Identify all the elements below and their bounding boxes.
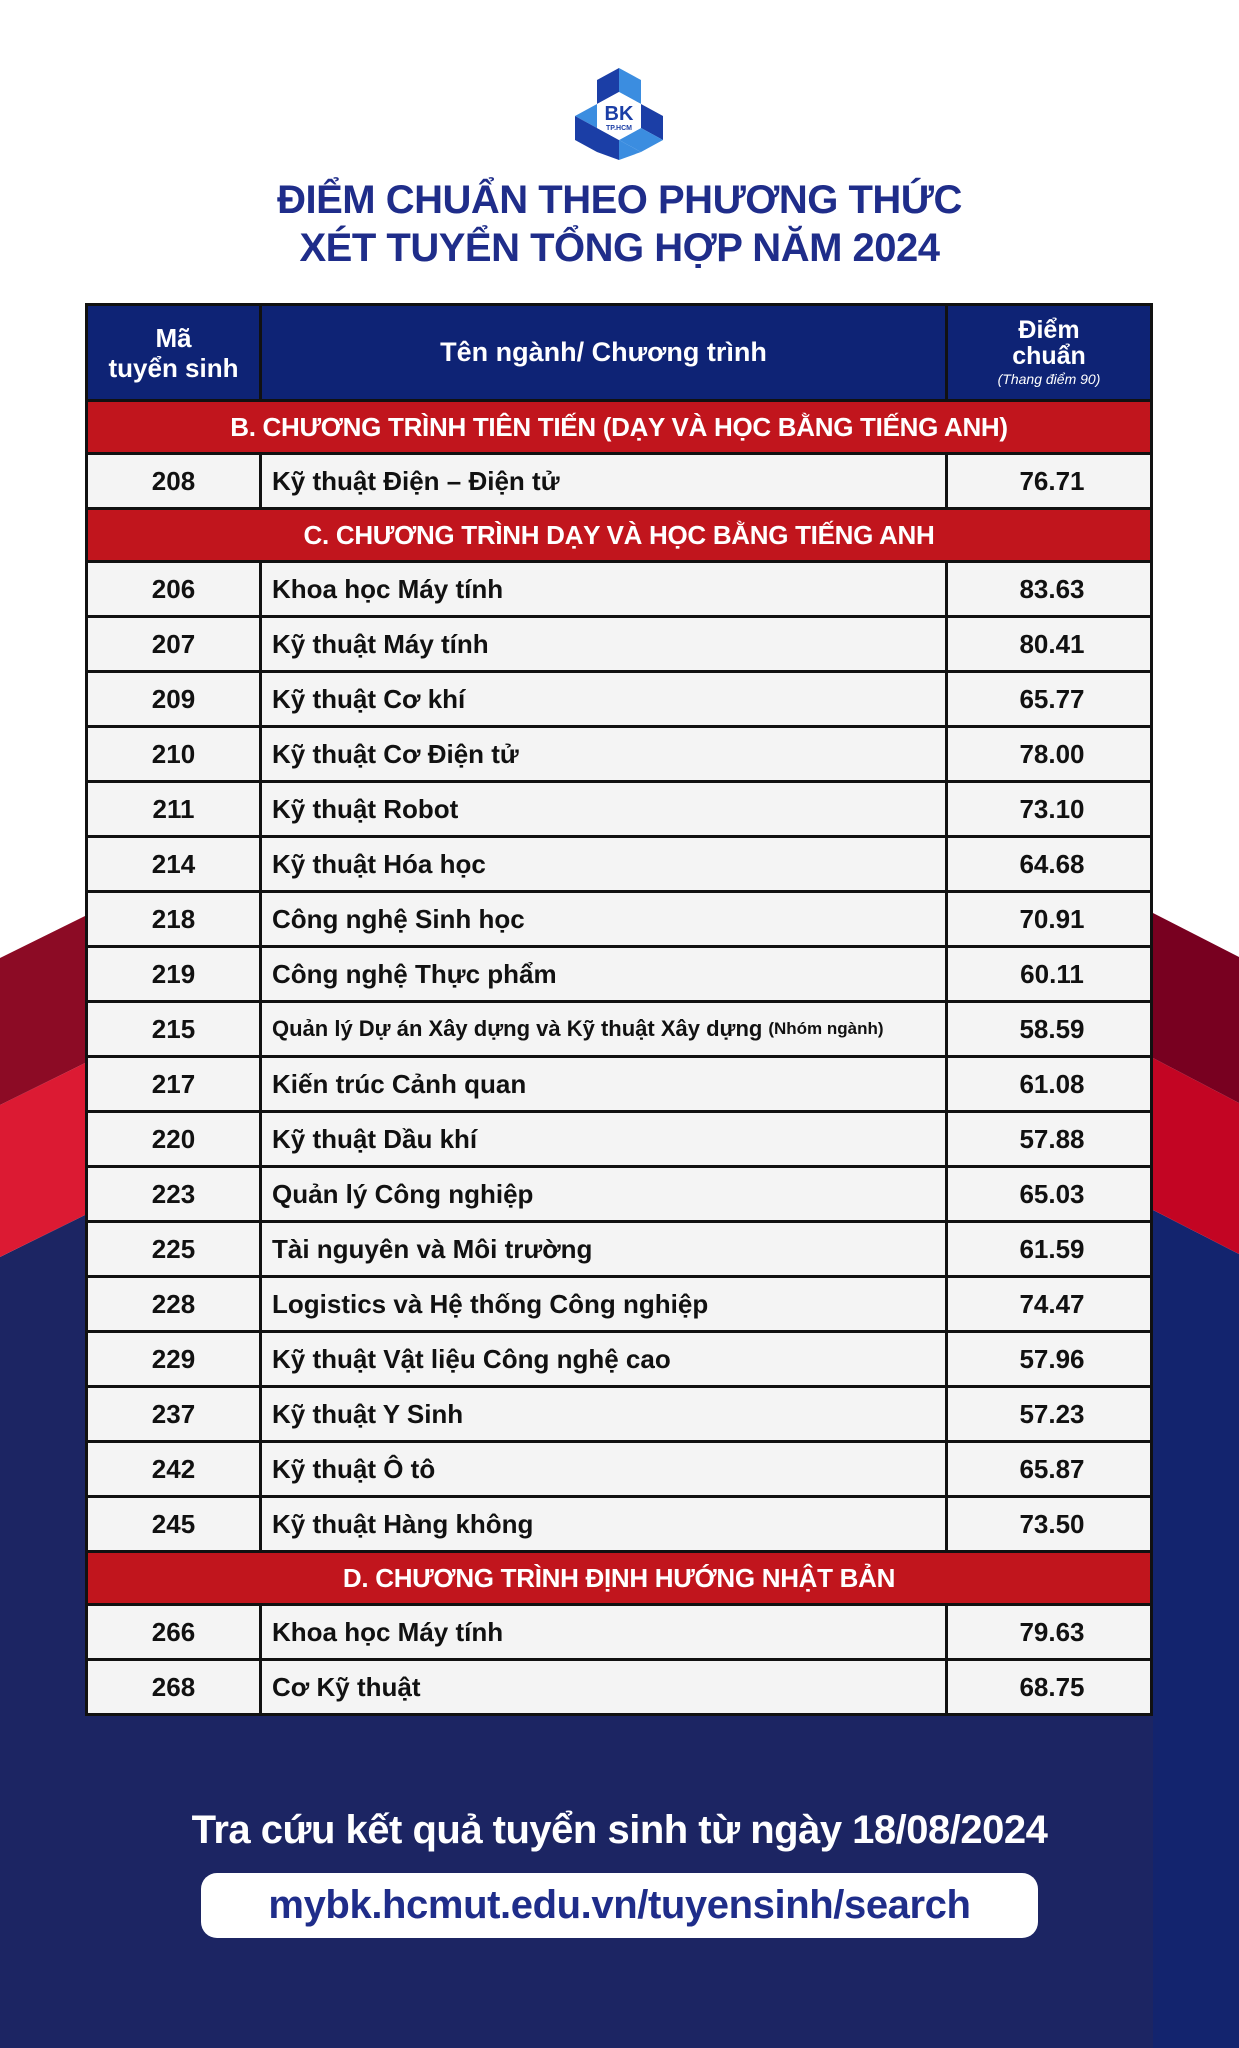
row-score: 80.41 [1019, 628, 1085, 659]
row-name: Kỹ thuật Điện – Điện tử [262, 455, 948, 507]
row-name: Kỹ thuật Vật liệu Công nghệ cao [262, 1333, 948, 1385]
row-code: 268 [88, 1661, 262, 1713]
row-score: 73.50 [1019, 1508, 1085, 1539]
row-name: Quản lý Công nghiệp [262, 1168, 948, 1220]
navy-stripe [0, 1215, 85, 2048]
row-code: 217 [88, 1058, 262, 1110]
row-score: 61.08 [1019, 1068, 1085, 1099]
row-score: 57.23 [1019, 1398, 1085, 1429]
header-name: Tên ngành/ Chương trình [262, 306, 948, 399]
row-score: 60.11 [1020, 958, 1084, 989]
row-code: 245 [88, 1498, 262, 1550]
table-row [88, 1275, 1150, 1330]
row-name: Cơ Kỹ thuật [262, 1661, 948, 1713]
header-code-line1: Mã [155, 322, 192, 353]
table-row [88, 1000, 1150, 1055]
table-row [88, 1165, 1150, 1220]
row-name: Kiến trúc Cảnh quan [262, 1058, 948, 1110]
row-name: Kỹ thuật Ô tô [262, 1443, 948, 1495]
table-row [88, 780, 1150, 835]
row-code: 207 [88, 618, 262, 670]
row-code: 228 [88, 1278, 262, 1330]
table-row [88, 1055, 1150, 1110]
row-code: 211 [88, 783, 262, 835]
row-score: 64.68 [1019, 848, 1085, 879]
row-score: 76.71 [1019, 465, 1085, 496]
table-row [88, 670, 1150, 725]
row-code: 210 [88, 728, 262, 780]
row-name: Kỹ thuật Dầu khí [262, 1113, 948, 1165]
table-row [88, 615, 1150, 670]
title-line-2: XÉT TUYỂN TỔNG HỢP NĂM 2024 [299, 226, 940, 270]
row-score: 74.47 [1019, 1288, 1085, 1319]
header-code-line2: tuyển sinh [108, 352, 239, 383]
row-name: Khoa học Máy tính [262, 1606, 948, 1658]
row-score: 68.75 [1019, 1671, 1085, 1702]
row-code: 206 [88, 563, 262, 615]
row-score: 65.03 [1019, 1178, 1085, 1209]
table-row [88, 1385, 1150, 1440]
row-score: 57.96 [1019, 1343, 1085, 1374]
row-code: 229 [88, 1333, 262, 1385]
header-score-line1: Điểm [1018, 315, 1080, 344]
row-score: 83.63 [1019, 573, 1085, 604]
row-name: Tài nguyên và Môi trường [262, 1223, 948, 1275]
row-name: Kỹ thuật Cơ khí [262, 673, 948, 725]
table-row [88, 945, 1150, 1000]
section-header-c: C. CHƯƠNG TRÌNH DẠY VÀ HỌC BẰNG TIẾNG ANH [88, 507, 1150, 560]
row-name: Công nghệ Thực phẩm [262, 948, 948, 1000]
row-score: 73.10 [1019, 793, 1085, 824]
section-header-b: B. CHƯƠNG TRÌNH TIÊN TIẾN (DẠY VÀ HỌC BẰNG TIẾNG ANH) [88, 399, 1150, 452]
row-score: 70.91 [1019, 903, 1085, 934]
header-score-line2: chuẩn [1012, 341, 1086, 370]
table-row [88, 1495, 1150, 1550]
section-header-d: D. CHƯƠNG TRÌNH ĐỊNH HƯỚNG NHẬT BẢN [88, 1550, 1150, 1603]
table-row [88, 725, 1150, 780]
table-row [88, 1330, 1150, 1385]
row-score: 58.59 [1019, 1013, 1085, 1044]
row-code: 218 [88, 893, 262, 945]
row-score: 57.88 [1019, 1123, 1085, 1154]
page-title [0, 176, 1239, 272]
row-name [262, 1003, 948, 1055]
row-score: 65.87 [1019, 1453, 1085, 1484]
row-score: 78.00 [1019, 738, 1085, 769]
row-name-text: Quản lý Dự án Xây dựng và Kỹ thuật Xây dựng [272, 1016, 763, 1041]
title-line-1: ĐIỂM CHUẨN THEO PHƯƠNG THỨC [277, 178, 962, 222]
table-row [88, 835, 1150, 890]
row-code: 242 [88, 1443, 262, 1495]
header-score-scale-note: (Thang điểm 90) [997, 370, 1101, 387]
table-row [88, 1440, 1150, 1495]
row-name: Kỹ thuật Cơ Điện tử [262, 728, 948, 780]
row-score: 61.59 [1019, 1233, 1085, 1264]
row-name: Kỹ thuật Y Sinh [262, 1388, 948, 1440]
row-name: Kỹ thuật Robot [262, 783, 948, 835]
table-row [88, 1658, 1150, 1713]
row-name: Kỹ thuật Hóa học [262, 838, 948, 890]
row-name: Công nghệ Sinh học [262, 893, 948, 945]
row-code: 237 [88, 1388, 262, 1440]
row-name: Kỹ thuật Hàng không [262, 1498, 948, 1550]
lookup-date-text: Tra cứu kết quả tuyển sinh từ ngày 18/08/2024 [191, 1808, 1048, 1852]
row-code: 266 [88, 1606, 262, 1658]
row-code: 208 [88, 455, 262, 507]
header-score [948, 306, 1150, 399]
row-code: 215 [88, 1003, 262, 1055]
table-row [88, 1110, 1150, 1165]
row-score: 65.77 [1019, 683, 1085, 714]
row-code: 214 [88, 838, 262, 890]
row-score: 79.63 [1019, 1616, 1085, 1647]
table-row [88, 452, 1150, 507]
row-code: 223 [88, 1168, 262, 1220]
row-name-note: (Nhóm ngành) [768, 1019, 884, 1038]
row-code: 225 [88, 1223, 262, 1275]
table-row [88, 1603, 1150, 1658]
row-name: Kỹ thuật Máy tính [262, 618, 948, 670]
row-code: 209 [88, 673, 262, 725]
bk-hcm-logo [571, 66, 667, 162]
row-name: Khoa học Máy tính [262, 563, 948, 615]
logo-text: BK [604, 103, 634, 125]
row-name: Logistics và Hệ thống Công nghiệp [262, 1278, 948, 1330]
lookup-url-link[interactable]: mybk.hcmut.edu.vn/tuyensinh/search [201, 1873, 1038, 1938]
table-row [88, 1220, 1150, 1275]
row-code: 219 [88, 948, 262, 1000]
benchmark-score-table [85, 303, 1153, 1716]
table-row [88, 560, 1150, 615]
row-code: 220 [88, 1113, 262, 1165]
table-header-row [88, 306, 1150, 399]
logo-subtext: TP.HCM [606, 125, 632, 132]
header-code [88, 306, 262, 399]
table-row [88, 890, 1150, 945]
